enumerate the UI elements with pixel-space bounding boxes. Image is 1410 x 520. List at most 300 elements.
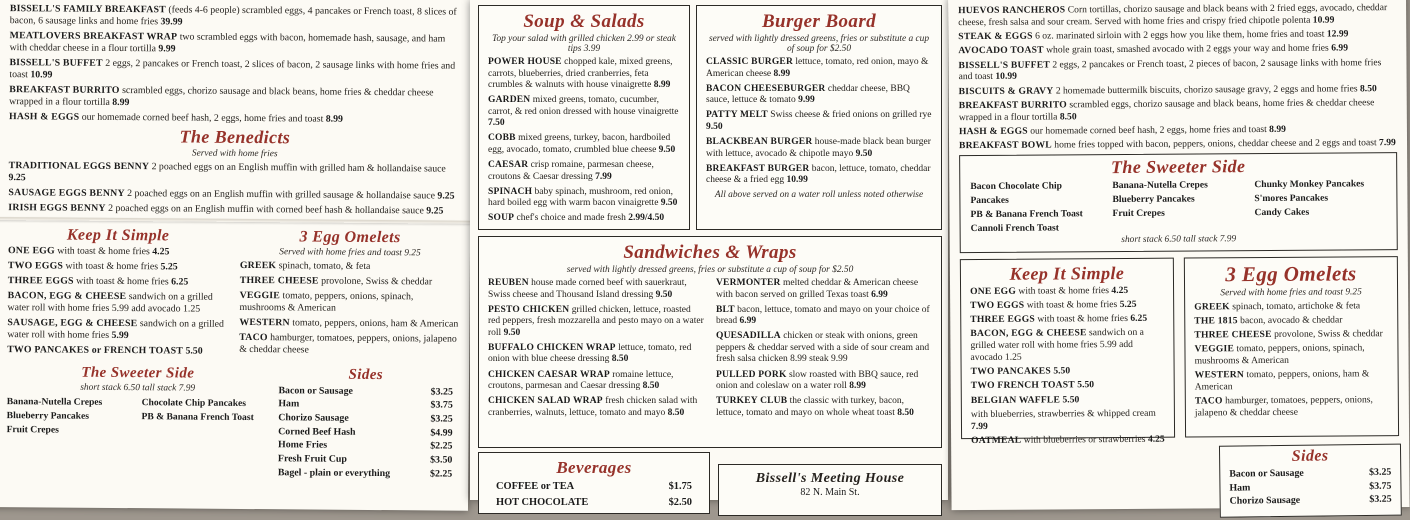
sandwich-columns [488, 278, 932, 423]
right-breakfast-items [958, 2, 1397, 152]
benedicts-subtitle: Served with home fries [191, 148, 278, 160]
benedicts-items [8, 161, 460, 218]
item-desc: baby spinach, mushroom, red onion, hard boiled egg with warm bacon vinaigrette [488, 186, 674, 209]
item-price: 8.50 [1059, 110, 1077, 123]
menu-item [488, 278, 704, 301]
lunch-menu-page [470, 0, 948, 509]
menu-item [1194, 314, 1388, 327]
restaurant-info-box [718, 464, 942, 516]
burger-board-heading: Burger Board [761, 11, 877, 32]
price-row [1230, 493, 1392, 509]
item-price: 9.50 [655, 289, 673, 300]
item-name: POWER HOUSE [488, 57, 562, 67]
item-desc: provolone, Swiss & cheddar [1274, 328, 1383, 341]
menu-item [706, 84, 932, 107]
menu-item [8, 187, 460, 202]
menu-item [1194, 343, 1388, 368]
price-row [496, 496, 692, 510]
row-price: $3.25 [1369, 466, 1392, 478]
sides-box [1219, 444, 1402, 518]
item-price: 6.99 [871, 289, 888, 300]
item-desc: with toast & home fries [1026, 298, 1118, 311]
omelets-subtitle: Served with home fries and toast 9.25 [1220, 286, 1362, 298]
sweeter-col-1 [970, 179, 1102, 236]
right-menu-page [948, 0, 1410, 510]
item-desc: home fries topped with bacon, peppers, onions, cheddar cheese and 2 eggs and toast [1054, 137, 1377, 151]
menu-item [971, 408, 1165, 433]
item-desc: mixed greens, tomato, cucumber, carrot, & red onion dressed with house vinaigrette [488, 95, 679, 117]
item-name: IRISH EGGS BENNY [8, 202, 106, 215]
item-name: TURKEY CLUB [716, 396, 788, 407]
item-price: 10.99 [995, 71, 1017, 83]
row-price: $3.25 [430, 413, 453, 425]
item-name: CAESAR [488, 160, 529, 171]
item-price: 8.50 [611, 354, 629, 365]
row-label: HOT CHOCOLATE [496, 497, 589, 509]
item-name: THREE EGGS [970, 313, 1035, 326]
item-desc: with toast & home fries [76, 275, 169, 288]
item-name: GARDEN [488, 95, 531, 106]
sweet-item: Candy Cakes [1254, 206, 1310, 218]
item-desc: 2 homemade buttermilk biscuits, chorizo sausage gravy, 2 eggs and home fries [1055, 82, 1358, 97]
item-desc: 2 eggs, 2 pancakes or French toast, 2 pieces of bacon, 2 sausage links with home fries and toast [958, 56, 1382, 83]
item-desc: provolone, Swiss & cheddar [321, 275, 433, 288]
price-row [278, 466, 453, 481]
menu-item [7, 290, 227, 316]
item-name: CHICKEN SALAD WRAP [488, 396, 603, 407]
menu-item [488, 370, 704, 393]
item-price: 8.50 [897, 407, 914, 418]
menu-item [959, 97, 1397, 123]
row-label: Corned Beef Hash [278, 425, 356, 438]
sandwich-col-right [716, 278, 932, 423]
item-name: THREE EGGS [7, 275, 74, 287]
price-row [278, 384, 453, 399]
sandwich-col-left [488, 278, 704, 423]
item-name: TACO [239, 331, 268, 344]
price-row [278, 425, 453, 440]
item-price: 6.25 [1130, 312, 1148, 325]
item-name: REUBEN [488, 278, 529, 288]
sweeter-side-heading: The Sweeter Side [81, 364, 195, 382]
item-desc: bacon, lettuce, tomato, cheddar cheese & a fried egg [706, 163, 931, 186]
item-desc: sandwich on a grilled water roll with home fries 5.99 add avocado 1.25 [7, 291, 213, 315]
menu-item [1194, 300, 1388, 313]
menu-item [240, 275, 460, 289]
price-row [278, 398, 453, 413]
item-desc: (feeds 4-6 people) scrambled eggs, 4 pancakes or French toast, 8 slices of bacon, 6 sausage links and home fries [9, 4, 457, 28]
item-desc: 2 poached eggs on an English muffin with grilled ham & hollandaise sauce [151, 161, 446, 175]
item-desc: hamburger, tomatoes, peppers, onions, jalapeno & cheddar cheese [1194, 394, 1373, 419]
menu-item [716, 278, 932, 301]
item-price: 8.99 [325, 113, 343, 125]
row-price: $2.50 [668, 497, 692, 509]
price-row [278, 452, 453, 467]
sweeter-col-2 [141, 396, 268, 439]
menu-item [240, 260, 460, 274]
item-price: 9.50 [706, 121, 723, 132]
item-price: 8.50 [667, 407, 685, 418]
item-name: SAUSAGE, EGG & CHEESE [7, 316, 138, 330]
item-desc: Corn tortillas, chorizo sausage and black beans with 2 fried eggs, avocado, cheddar cheese, fresh salsa and sour cream. Served with home fries and crispy fried chipotle polenta [958, 2, 1388, 28]
left-breakfast-items [9, 3, 462, 126]
menu-item [959, 83, 1397, 98]
item-desc: bacon, lettuce, tomato and mayo on your choice of bread [716, 304, 930, 327]
item-name: QUESADILLA [716, 331, 781, 342]
item-price: 4.25 [1147, 433, 1165, 445]
item-name: TACO [1194, 395, 1223, 407]
item-name: BUFFALO CHICKEN WRAP [488, 342, 616, 353]
burger-note: served with lightly dressed greens, fries or substitute a cup of soup for $2.50 [708, 34, 930, 54]
item-name: VEGGIE [1194, 343, 1235, 355]
right-lower-boxes [960, 256, 1399, 447]
item-name: BREAKFAST BURRITO [958, 99, 1067, 112]
menu-item [7, 317, 227, 343]
item-name: SAUSAGE EGGS BENNY [8, 187, 125, 200]
row-label: Bacon or Sausage [1229, 467, 1304, 480]
menu-item [8, 245, 228, 259]
menu-item [9, 84, 461, 111]
item-name: TWO FRENCH TOAST [970, 379, 1075, 392]
item-desc: house made corned beef with sauerkraut, Swiss cheese and Thousand Island dressing [488, 278, 687, 300]
item-name: BISSELL'S FAMILY BREAKFAST [9, 3, 166, 16]
item-desc: chopped kale, mixed greens, carrots, blueberries, dried cranberries, feta crumbles & walnuts with house vinaigrette [488, 57, 673, 91]
item-desc: with toast & home fries [65, 260, 159, 273]
menu-item [971, 434, 1165, 447]
item-name: BLACKBEAN BURGER [706, 136, 813, 147]
item-price: 5.25 [1119, 298, 1137, 310]
sweet-item: Fruit Crepes [6, 423, 59, 436]
menu-item [1195, 395, 1389, 420]
item-price: 7.99 [970, 420, 988, 432]
item-price: 2.99/4.50 [628, 213, 665, 224]
row-price: $4.99 [430, 427, 453, 439]
row-price: $3.75 [1369, 480, 1392, 492]
item-desc: with toast & home fries [1037, 313, 1128, 325]
sweet-item: Banana-Nutella Crepes [1112, 179, 1208, 191]
item-price: 7.99 [1378, 137, 1396, 149]
left-lower-section [7, 225, 460, 362]
restaurant-address: 82 N. Main St. [800, 487, 860, 498]
item-name: BREAKFAST BURGER [706, 163, 810, 174]
item-price: 9.25 [437, 190, 455, 202]
item-price: 9.50 [658, 145, 676, 156]
item-name: HASH & EGGS [958, 125, 1028, 138]
row-label: Ham [278, 398, 300, 410]
item-name: BISSELL'S BUFFET [9, 56, 103, 69]
sweet-item: PB & Banana French Toast [970, 207, 1083, 220]
item-price: 8.50 [642, 381, 660, 392]
item-desc: tomato, peppers, onions, spinach, mushrooms & American [239, 290, 414, 314]
item-price: 5.50 [1053, 365, 1071, 377]
item-name: ONE EGG [970, 285, 1017, 297]
row-price: $1.75 [668, 481, 692, 492]
item-price: 12.99 [1326, 28, 1349, 40]
sweet-item: Banana-Nutella Crepes [6, 395, 103, 408]
keep-it-simple-heading: Keep It Simple [1009, 262, 1125, 284]
item-desc: with toast & home fries [57, 245, 150, 258]
item-name: THREE CHEESE [239, 275, 319, 287]
item-price: 8.99 [112, 96, 130, 108]
item-price: 5.99 [111, 329, 129, 341]
item-name: BISSELL'S BUFFET [958, 59, 1050, 71]
menu-item [716, 370, 932, 393]
item-price: 8.99 [653, 80, 671, 91]
item-desc: 6 oz. marinated sirloin with 2 eggs how you like them, home fries and toast [1035, 28, 1325, 42]
menu-item [958, 2, 1396, 28]
item-desc: chicken or steak with onions, green peppers & cheddar served with a side of sour cream and fresh salsa chicken 8.99 steak 9.99 [716, 331, 930, 365]
sweeter-columns [7, 395, 269, 439]
menu-item [9, 111, 461, 126]
item-name: STEAK & EGGS [958, 30, 1033, 43]
item-desc: 2 poached eggs on an English muffin with corned beef hash & hollandaise sauce [108, 203, 424, 217]
item-price: 6.25 [171, 276, 189, 288]
item-name: PESTO CHICKEN [488, 304, 570, 315]
beverages-box [478, 452, 710, 514]
row-label: Ham [1229, 482, 1251, 494]
row-label: Chorizo Sausage [278, 412, 349, 424]
item-desc: with blueberries, strawberries & whipped cream [970, 407, 1156, 421]
sweet-item: Cannoli French Toast [970, 222, 1059, 234]
row-label: COFFEE or TEA [496, 481, 575, 492]
item-desc: bacon, avocado & cheddar [1240, 314, 1343, 326]
menu-item [970, 313, 1164, 326]
keep-it-simple-box [960, 257, 1175, 447]
menu-item [716, 305, 932, 328]
item-desc: crisp romaine, parmesan cheese, croutons & Caesar dressing [488, 160, 654, 182]
left-menu-page [0, 0, 472, 511]
item-price: 5.50 [1077, 379, 1095, 391]
omelets-items [239, 260, 460, 357]
item-name: HUEVOS RANCHEROS [958, 4, 1066, 17]
item-desc: lettuce, tomato, red onion with blue cheese dressing [488, 342, 692, 365]
item-desc: slow roasted with BBQ sauce, red onion and coleslaw on a water roll [716, 369, 919, 392]
restaurant-name: Bissell's Meeting House [755, 471, 905, 486]
sweeter-side-box [959, 152, 1398, 253]
menu-item [958, 28, 1396, 43]
menu-item [706, 164, 932, 187]
item-desc: scrambled eggs, chorizo sausage and black beans, home fries & cheddar cheese wrapped in a flour tortilla [958, 97, 1375, 123]
menu-item [10, 30, 462, 57]
burger-board-box [696, 5, 942, 230]
row-price: $3.75 [430, 399, 453, 411]
item-price: 7.50 [488, 118, 505, 129]
item-desc: the classic with turkey, bacon, lettuce, tomato and mayo on whole wheat toast [716, 396, 905, 418]
keep-it-simple-items [7, 245, 228, 357]
omelets-section [239, 227, 460, 362]
item-name: THE 1815 [1194, 314, 1238, 327]
item-price: 5.50 [185, 345, 203, 357]
item-desc: 2 eggs, 2 pancakes or French toast, 2 slices of bacon, 2 sausage links with home fries and toast [9, 57, 456, 80]
sweet-item: PB & Banana French Toast [141, 410, 254, 423]
omelets-box [1184, 256, 1399, 437]
item-name: AVOCADO TOAST [958, 44, 1044, 57]
item-name: TWO EGGS [970, 299, 1025, 311]
item-price: 8.50 [1359, 82, 1377, 94]
item-name: WESTERN [239, 316, 290, 329]
menu-item [488, 213, 680, 225]
menu-item [971, 365, 1165, 378]
omelets-subtitle: Served with home fries and toast 9.25 [279, 247, 421, 259]
keep-it-simple-items [970, 284, 1165, 447]
price-row [278, 439, 453, 454]
sweet-item: Blueberry Pancakes [6, 409, 90, 422]
item-desc: our homemade corned beef hash, 2 eggs, home fries and toast [81, 111, 324, 125]
row-label: Bagel - plain or everything [277, 466, 391, 479]
item-desc: house-made black bean burger with lettuce, avocado & chipotle mayo [706, 136, 931, 159]
row-price: $2.25 [430, 440, 453, 452]
soup-note: Top your salad with grilled chicken 2.99 or steak tips 3.99 [492, 34, 676, 54]
menu-item [488, 396, 704, 419]
item-name: VEGGIE [239, 290, 281, 302]
item-price: 39.99 [160, 16, 183, 28]
item-price: 8.99 [773, 68, 791, 79]
sides-rows [278, 384, 453, 481]
menu-item [8, 260, 228, 274]
page-fold [0, 217, 470, 224]
item-name: SPINACH [488, 186, 533, 197]
menu-item [7, 344, 227, 358]
item-price: 9.50 [660, 198, 678, 209]
sweet-item: Bacon Chocolate Chip Pancakes [970, 180, 1063, 206]
sweet-item: Chocolate Chip Pancakes [141, 396, 247, 409]
item-name: BREAKFAST BOWL [959, 139, 1052, 152]
item-price: 9.25 [8, 172, 26, 184]
item-price: 9.25 [426, 205, 444, 217]
item-name: CLASSIC BURGER [706, 57, 794, 67]
menu-item [239, 332, 459, 358]
price-row [278, 411, 453, 426]
item-name: MEATLOVERS BREAKFAST WRAP [9, 29, 178, 43]
menu-item [958, 57, 1396, 83]
row-price: $3.25 [1369, 494, 1392, 506]
price-row [496, 480, 692, 494]
item-price: 4.25 [152, 246, 170, 258]
sweeter-columns [970, 177, 1386, 236]
item-name: PATTY MELT [706, 110, 768, 121]
item-name: BELGIAN WAFFLE [970, 394, 1061, 406]
row-price: $2.25 [429, 468, 453, 480]
item-price: 10.99 [786, 175, 808, 186]
menu-item [970, 299, 1164, 312]
menu-item [970, 327, 1164, 363]
sweet-item: Blueberry Pancakes [1112, 193, 1195, 205]
item-name: BISCUITS & GRAVY [958, 85, 1054, 97]
item-name: BACON, EGG & CHEESE [7, 290, 127, 303]
burger-footer-note: All above served on a water roll unless noted otherwise [714, 190, 924, 201]
item-desc: tomato, peppers, onions, ham & American [292, 317, 459, 330]
sandwiches-box [478, 236, 942, 448]
soup-items [488, 57, 680, 225]
row-label: Bacon or Sausage [278, 384, 353, 397]
item-desc: romaine lettuce, croutons, parmesan and Caesar dressing [488, 369, 674, 392]
sweeter-col-1 [7, 395, 134, 438]
item-name: BREAKFAST BURRITO [9, 83, 120, 96]
menu-item [971, 393, 1165, 406]
beverages-heading: Beverages [556, 458, 632, 477]
left-bottom-section [6, 363, 459, 481]
soup-salads-box [478, 5, 690, 230]
item-price: 6.99 [739, 316, 757, 327]
item-name: BACON CHEESEBURGER [706, 83, 826, 94]
omelets-heading: 3 Egg Omelets [299, 228, 401, 247]
item-price: 9.50 [503, 327, 521, 338]
item-desc: tomato, peppers, onions, ham & American [1194, 368, 1370, 393]
keep-it-simple-section [7, 225, 228, 360]
item-name: WESTERN [1194, 369, 1245, 381]
item-name: TWO PANCAKES or FRENCH TOAST [7, 343, 184, 357]
sweeter-col-2 [1112, 178, 1244, 235]
menu-item [240, 290, 460, 316]
item-name: VERMONTER [716, 278, 781, 288]
row-price: $3.50 [430, 454, 453, 466]
item-desc: melted cheddar & American cheese with bacon served on grilled Texas toast [716, 278, 919, 300]
item-price: 7.99 [595, 171, 612, 182]
item-name: TWO PANCAKES [970, 365, 1051, 378]
menu-item [8, 275, 228, 289]
item-desc: mixed greens, turkey, bacon, hardboiled egg, avocado, tomato, crumbled blue cheese [488, 133, 671, 156]
menu-item [488, 187, 680, 210]
menu-item [971, 379, 1165, 392]
item-price: 10.99 [30, 68, 53, 81]
menu-item [716, 396, 932, 419]
menu-item [716, 331, 932, 366]
menu-item [706, 110, 932, 133]
item-desc: spinach, tomato, artichoke & feta [1232, 299, 1361, 312]
item-name: TRADITIONAL EGGS BENNY [8, 160, 150, 173]
item-name: HASH & EGGS [9, 110, 80, 123]
sweeter-col-3 [1254, 177, 1386, 234]
stack-prices: short stack 6.50 tall stack 7.99 [1121, 233, 1237, 245]
menu-item [488, 343, 704, 366]
item-name: SOUP [488, 213, 515, 224]
item-name: GREEK [239, 260, 277, 272]
menu-item [239, 317, 459, 331]
item-desc: fresh chicken salad with cranberries, walnuts, lettuce, tomato and mayo [488, 396, 698, 418]
sides-heading: Sides [1291, 447, 1329, 465]
item-name: GREEK [1194, 300, 1230, 313]
item-desc: with toast & home fries [1018, 284, 1110, 297]
menu-item [970, 284, 1164, 297]
menu-item [488, 133, 680, 156]
menu-item [10, 3, 462, 30]
item-desc: with blueberries or strawberries [1023, 433, 1146, 446]
item-price: 5.50 [1062, 393, 1080, 406]
item-price: 5.25 [160, 261, 178, 273]
row-price: $3.25 [430, 386, 453, 398]
item-price: 9.50 [855, 148, 873, 159]
item-price: 4.25 [1111, 284, 1129, 296]
item-desc: 2 poached eggs on an English muffin with grilled sausage & hollandaise sauce [127, 188, 436, 202]
menu-item [9, 161, 461, 188]
burger-items [706, 57, 932, 187]
item-name: BACON, EGG & CHEESE [970, 327, 1087, 340]
stack-prices: short stack 6.50 tall stack 7.99 [80, 382, 196, 394]
item-price: 8.99 [849, 381, 866, 392]
item-desc: grilled chicken, lettuce, roasted red peppers, fresh mozzarella and pesto mayo on a water roll [488, 304, 704, 338]
item-name: ONE EGG [7, 245, 55, 257]
row-label: Fresh Fruit Cup [277, 453, 347, 465]
item-price: 9.99 [158, 43, 176, 55]
menu-item [959, 137, 1397, 152]
item-name: COBB [488, 133, 516, 144]
item-desc: chef's choice and made fresh [516, 213, 626, 224]
menu-item [958, 42, 1396, 57]
menu-item [488, 160, 680, 183]
soup-salads-heading: Soup & Salads [523, 11, 645, 32]
item-desc: our homemade corned beef hash, 2 eggs, home fries and toast [1030, 123, 1267, 137]
item-desc: sandwich on a grilled water roll with home fries 5.99 add avocado 1.25 [970, 327, 1144, 363]
